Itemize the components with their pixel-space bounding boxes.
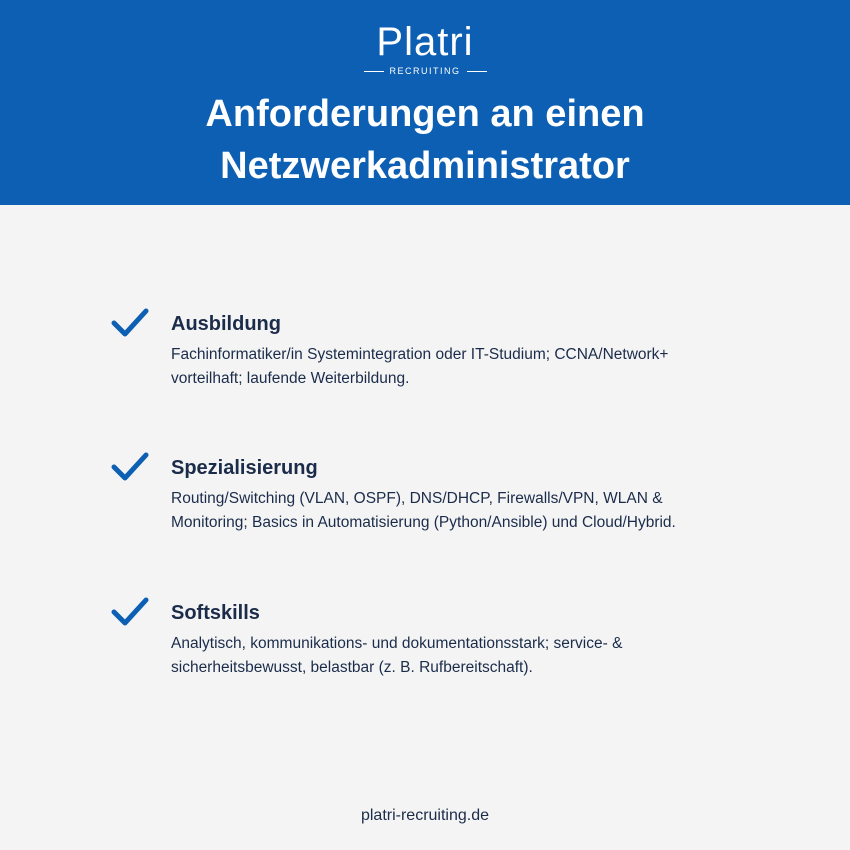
requirement-description [171,632,771,680]
title-line-2: Netzwerkadministrator [220,145,630,187]
description-line: Analytisch, kommunikations- und dokumentationsstark; service- & [171,635,623,652]
requirement-title: Softskills [171,602,260,624]
logo-line-right [467,71,487,72]
description-line: Fachinformatiker/in Systemintegration oder IT-Studium; CCNA/Network+ [171,346,669,363]
description-line: sicherheitsbewusst, belastbar (z. B. Rufbereitschaft). [171,659,533,676]
logo-line-left [364,71,384,72]
logo-sub-text: RECRUITING [389,66,461,76]
requirement-description [171,343,771,391]
checkmark-icon [111,597,149,627]
page-title [0,88,850,192]
footer-website: platri-recruiting.de [360,807,490,824]
requirement-description [171,487,771,535]
requirement-title: Spezialisierung [171,457,318,479]
description-line: Routing/Switching (VLAN, OSPF), DNS/DHCP, Firewalls/VPN, WLAN & [171,490,663,507]
description-line: vorteilhaft; laufende Weiterbildung. [171,370,410,387]
checkmark-icon [111,308,149,338]
logo-subtitle [0,65,850,77]
requirement-title: Ausbildung [171,313,281,335]
header-banner [0,0,850,205]
description-line: Monitoring; Basics in Automatisierung (Python/Ansible) und Cloud/Hybrid. [171,514,676,531]
title-line-1: Anforderungen an einen [205,93,645,135]
checkmark-icon [111,452,149,482]
logo-name: Platri [376,20,474,64]
